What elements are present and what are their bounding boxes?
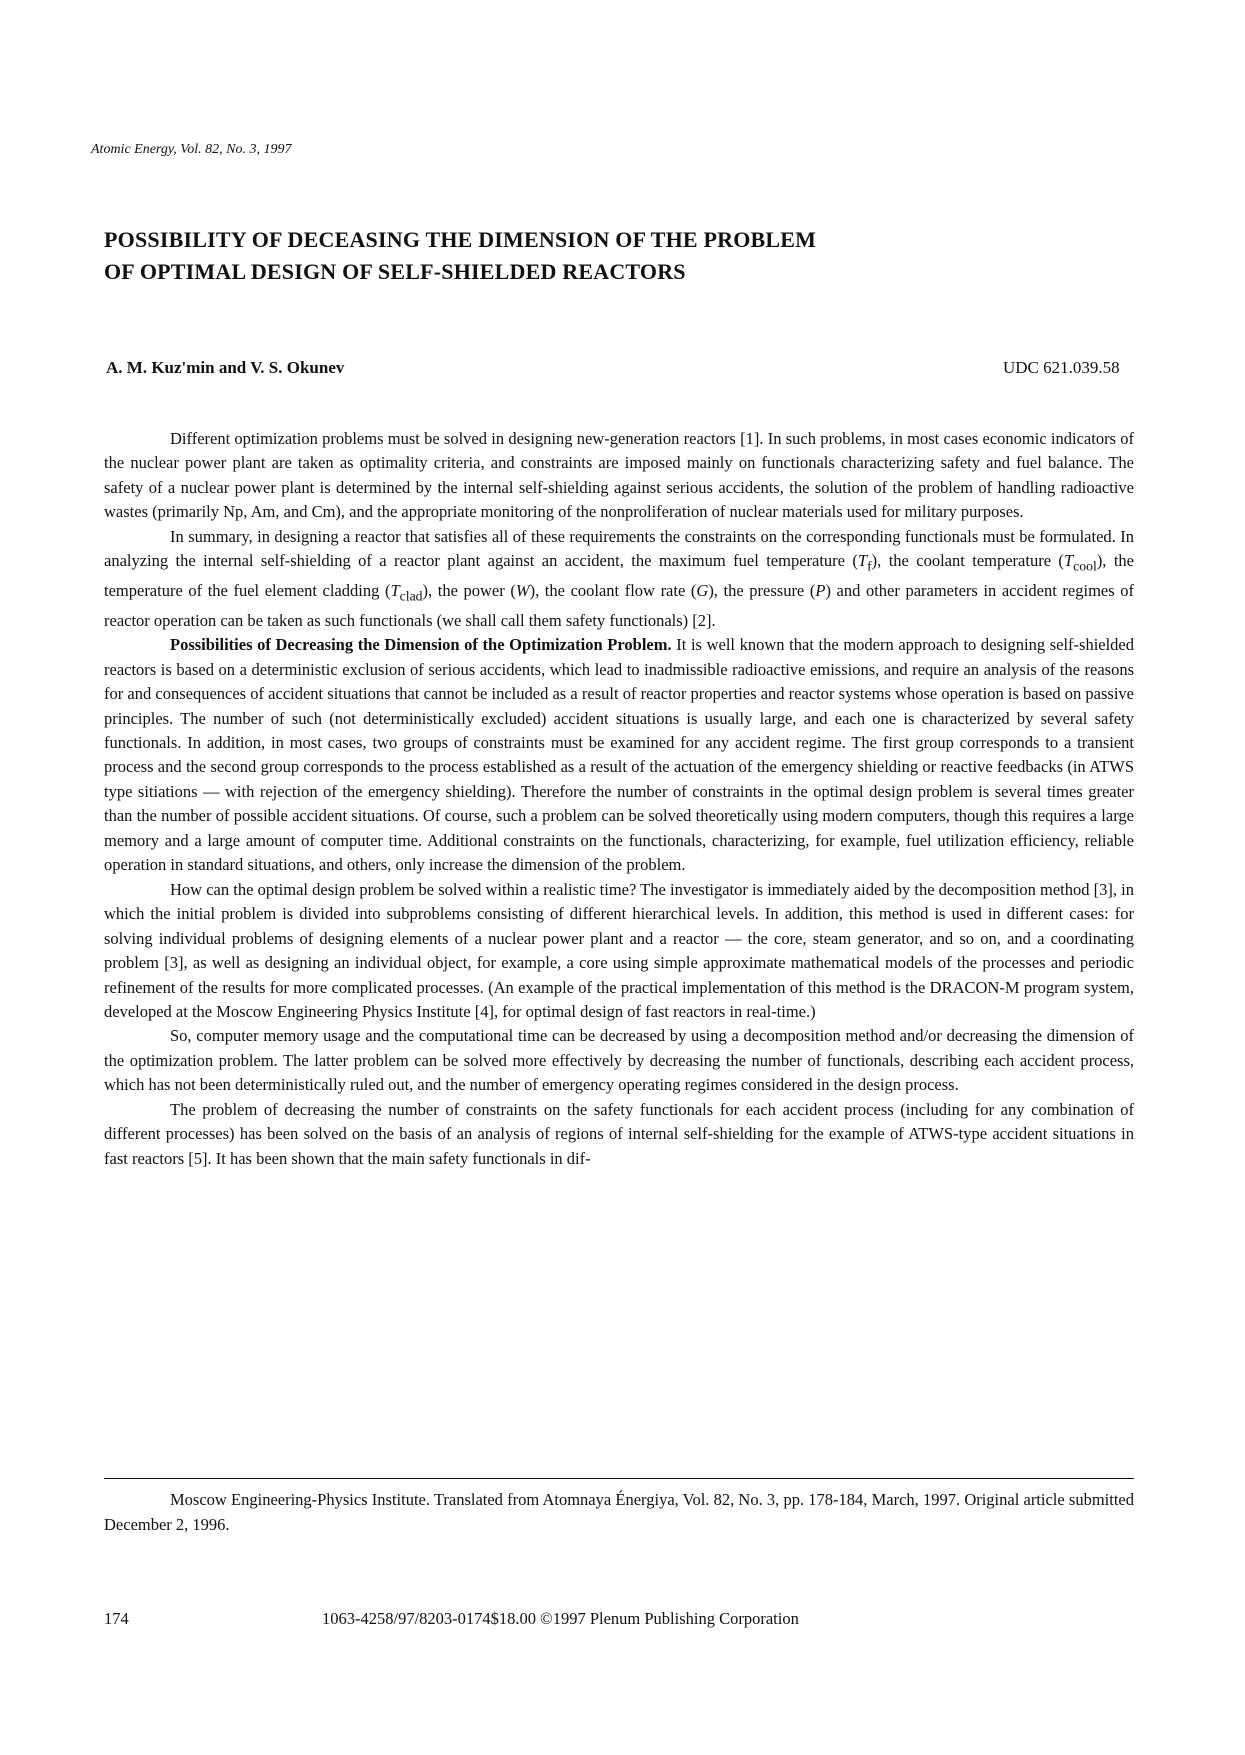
title-line-2: OF OPTIMAL DESIGN OF SELF-SHIELDED REACTORS <box>104 259 686 284</box>
paragraph-5: So, computer memory usage and the computational time can be decreased by using a decomposition method and/or decreasing the dimension of the optimization problem. The latter problem can be solved more effectively by decreasing the number of functionals, describing each accident process, which has not been deterministically ruled out, and the number of emergency operating regimes considered in the design process. <box>104 1026 1134 1095</box>
footnote: Moscow Engineering-Physics Institute. Translated from Atomnaya Énergiya, Vol. 82, No. 3, pp. 178-184, March, 1997. Original article submitted December 2, 1996. <box>104 1490 1134 1534</box>
footnote-divider <box>104 1478 1134 1479</box>
authors: A. M. Kuz'min and V. S. Okunev <box>106 358 345 377</box>
section-heading: Possibilities of Decreasing the Dimension of the Optimization Problem. <box>170 635 672 655</box>
copyright-line: 1063-4258/97/8203-0174$18.00 ©1997 Plenum Publishing Corporation <box>322 1609 799 1628</box>
udc-code: UDC 621.039.58 <box>1003 358 1120 377</box>
article-title <box>104 224 1104 288</box>
paragraph-3: Possibilities of Decreasing the Dimension of the Optimization Problem. It is well known that the modern approach to designing self-shielded reactors is based on a deterministic exclusion of serious accidents, which lead to inadmissible radioactive emissions, and require an analysis of the reasons for and consequences of accident situations that cannot be included as a result of reactor properties and reactor systems whose operation is based on passive principles. The number of such (not deterministically excluded) accident situations is usually large, and each one is characterized by several safety functionals. In addition, in most cases, two groups of constraints must be examined for any accident regime. The first group corresponds to a transient process and the second group corresponds to the process established as a result of the actuation of the emergency shielding or reactive feedbacks (in ATWS type sitiations — with rejection of the emergency shielding). Therefore the number of constraints in the optimal design problem is several times greater than the number of possible accident situations. Of course, such a problem can be solved theoretically using modern computers, though this requires a large memory and a large amount of computer time. Additional constraints on the functionals, characterizing, for example, fuel utilization efficiency, reliable operation in standard situations, and others, only increase the dimension of the problem. <box>104 635 1135 875</box>
paragraph-6: The problem of decreasing the number of constraints on the safety functionals for each accident process (including for any combination of different processes) has been solved on the basis of an analysis of regions of internal self-shielding for the example of ATWS-type accident situations in fast reactors [5]. It has been shown that the main safety functionals in dif- <box>104 1099 1134 1168</box>
journal-citation: Atomic Energy, Vol. 82, No. 3, 1997 <box>91 142 292 157</box>
title-line-1: POSSIBILITY OF DECEASING THE DIMENSION OF THE PROBLEM <box>104 227 817 252</box>
page-number: 174 <box>104 1609 129 1628</box>
article-body <box>104 427 1134 1171</box>
paragraph-2: In summary, in designing a reactor that satisfies all of these requirements the constraints on the corresponding functionals must be formulated. In analyzing the internal self-shielding of a reactor plant against an accident, the maximum fuel temperature $(T_f)$, the coolant temperature $(T_{cool})$, the temperature of the fuel element cladding $(T_{clad})$, the power (W), the coolant flow rate (G), the pressure (P) and other parameters in accident regimes of reactor operation can be taken as such functionals (we shall call them safety functionals) [2]. <box>104 526 1134 630</box>
paragraph-1: Different optimization problems must be solved in designing new-generation reactors [1]. In such problems, in most cases economic indicators of the nuclear power plant are taken as optimality criteria, and constraints are imposed mainly on functionals characterizing safety and fuel balance. The safety of a nuclear power plant is determined by the internal self-shielding against serious accidents, the solution of the problem of handling radioactive wastes (primarily Np, Am, and Cm), and the appropriate monitoring of the nonproliferation of nuclear materials used for military purposes. <box>104 429 1134 522</box>
paragraph-4: How can the optimal design problem be solved within a realistic time? The investigator is immediately aided by the decomposition method [3], in which the initial problem is divided into subproblems consisting of different hierarchical levels. In addition, this method is used in different cases: for solving individual problems of designing elements of a nuclear power plant and a reactor — the core, steam generator, and so on, and a coordinating problem [3], as well as designing an individual object, for example, a core using simple approximate mathematical models of the processes and periodic refinement of the results for more complicated processes. (An example of the practical implementation of this method is the DRACON-M program system, developed at the Moscow Engineering Physics Institute [4], for optimal design of fast reactors in real-time.) <box>104 879 1134 1022</box>
